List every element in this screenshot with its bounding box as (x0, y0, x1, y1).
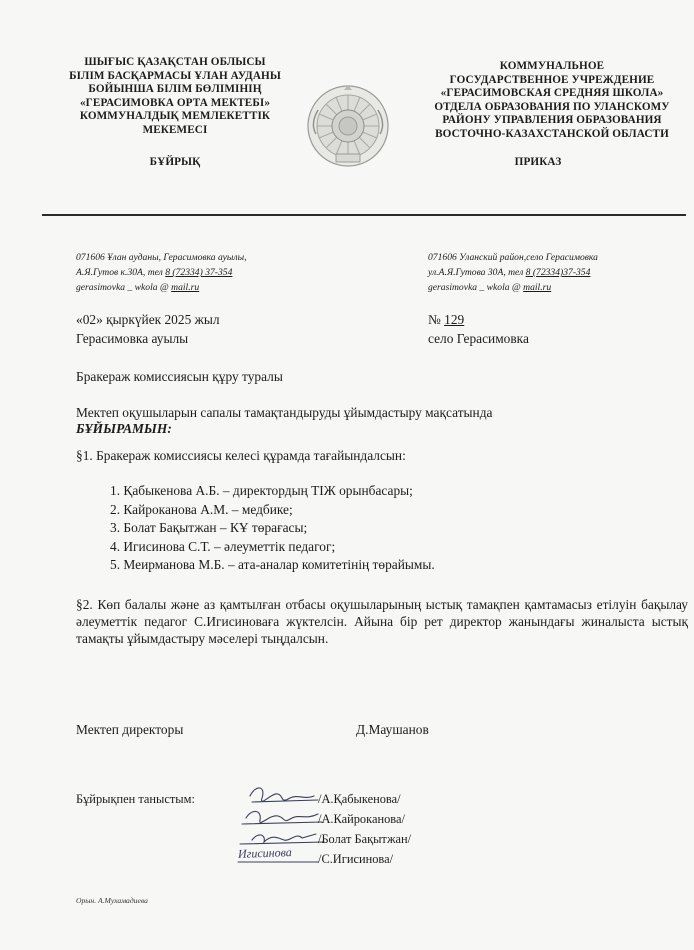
doc-type-ru: ПРИКАЗ (514, 156, 562, 168)
member-item: 3. Болат Бақытжан – КҰ төрағасы; (110, 520, 308, 536)
commission-members (110, 482, 435, 575)
ack-label: Бұйрықпен таныстым: (76, 792, 195, 806)
header-kz-line: КОММУНАЛДЫҚ МЕМЛЕКЕТТІК (79, 110, 271, 123)
order-date: «02» қыркүйек 2025 жыл (76, 312, 220, 327)
header-ru-line: ВОСТОЧНО-КАЗАХСТАНСКОЙ ОБЛАСТИ (435, 127, 669, 140)
address-kz-email (76, 280, 247, 295)
address-kz (76, 250, 247, 295)
address-ru-email (428, 280, 598, 295)
address-ru-email-domain: mail.ru (523, 282, 552, 293)
header-kz-line: БІЛІМ БАСҚАРМАСЫ ҰЛАН АУДАНЫ (69, 69, 281, 82)
address-kz-line2 (76, 265, 247, 280)
address-kz-email-user: gerasimovka _ wkola @ (76, 282, 172, 293)
director-title: Мектеп директоры (76, 722, 184, 737)
ack-signatures (232, 782, 328, 872)
header-ru-line: КОММУНАЛЬНОЕ (499, 60, 605, 72)
signature-handwritten-name: Игисинова (237, 845, 292, 861)
header-kz-line: «ГЕРАСИМОВКА ОРТА МЕКТЕБІ» (79, 96, 271, 109)
section-1: §1. Бракераж комиссиясы келесі құрамда тағайындалсын: (76, 448, 406, 463)
preamble: Мектеп оқушыларын сапалы тамақтандыруды ұйымдастыру мақсатында (76, 405, 493, 420)
header-divider (42, 214, 686, 216)
header-kz-line: МЕКЕМЕСІ (142, 123, 208, 136)
header-ru (418, 60, 686, 142)
section-2-marker: §2. (76, 597, 93, 612)
address-ru-line2 (428, 265, 598, 280)
address-ru-line1: 071606 Уланский район,село Герасимовка (428, 252, 598, 263)
address-ru (428, 250, 598, 295)
header-kz-line: БОЙЫНША БІЛІМ БӨЛІМІНІҢ (88, 83, 262, 96)
member-item: 5. Меирманова М.Б. – ата-аналар комитетінің төрайымы. (110, 557, 435, 573)
order-number-value: 129 (444, 312, 465, 327)
footer-executor: Орын. А.Мухамадиева (76, 896, 148, 905)
member-item: 2. Кайроканова А.М. – медбике; (110, 501, 293, 517)
order-number (428, 312, 464, 328)
header-ru-line: «ГЕРАСИМОВСКАЯ СРЕДНЯЯ ШКОЛА» (440, 87, 664, 100)
ack-names (318, 789, 411, 869)
address-ru-street: ул.А.Я.Гутова 30А, тел (428, 267, 526, 278)
header-ru-line: РАЙОНУ УПРАВЛЕНИЯ ОБРАЗОВАНИЯ (442, 114, 662, 127)
ack-name: /С.Игисинова/ (318, 852, 394, 866)
address-kz-street: А.Я.Гутов к.30А, тел (76, 267, 166, 278)
director-name: Д.Маушанов (356, 722, 429, 737)
section-2 (76, 596, 688, 648)
order-word: БҰЙЫРАМЫН: (76, 421, 172, 436)
ack-name: /А.Қабыкенова/ (318, 792, 401, 806)
address-kz-phone: 8 (72334) 37-354 (165, 267, 233, 278)
place-kz: Герасимовка ауылы (76, 331, 189, 346)
doc-type-kz: БҰЙРЫҚ (149, 156, 201, 168)
place-ru: село Герасимовка (428, 331, 529, 346)
order-number-label: № (428, 312, 445, 327)
state-emblem (306, 84, 390, 168)
address-ru-email-user: gerasimovka _ wkola @ (428, 282, 524, 293)
ack-name: /Болат Бақытжан/ (318, 832, 412, 846)
ack-name: /А.Кайроканова/ (318, 812, 405, 826)
header-kz-line: ШЫҒЫС ҚАЗАҚСТАН ОБЛЫСЫ (84, 56, 266, 68)
header-kz (40, 56, 310, 138)
order-subject: Бракераж комиссиясын құру туралы (76, 369, 283, 384)
address-kz-line1: 071606 Ұлан ауданы, Герасимовка ауылы, (76, 252, 247, 263)
section-2-text: Көп балалы және аз қамтылған отбасы оқушыларының ыстық тамақпен қамтамасыз етілуін бақылау әлеуметтік педагог С.Игисиноваға жүктелсін. Айына бір рет директор жанындағы жиналыста ыстық тамақты ұйымдастыру мәселері тыңдалсын. (76, 597, 688, 647)
header-ru-line: ГОСУДАРСТВЕННОЕ УЧРЕЖДЕНИЕ (449, 73, 655, 86)
emblem-icon (306, 84, 390, 168)
address-ru-phone: 8 (72334)37-354 (525, 267, 591, 278)
address-kz-email-domain: mail.ru (171, 282, 200, 293)
header-ru-line: ОТДЕЛА ОБРАЗОВАНИЯ ПО УЛАНСКОМУ (434, 100, 670, 113)
member-item: 4. Игисинова С.Т. – әлеуметтік педагог; (110, 538, 336, 554)
member-item: 1. Қабыкенова А.Б. – директордың ТІЖ орынбасары; (110, 483, 413, 498)
